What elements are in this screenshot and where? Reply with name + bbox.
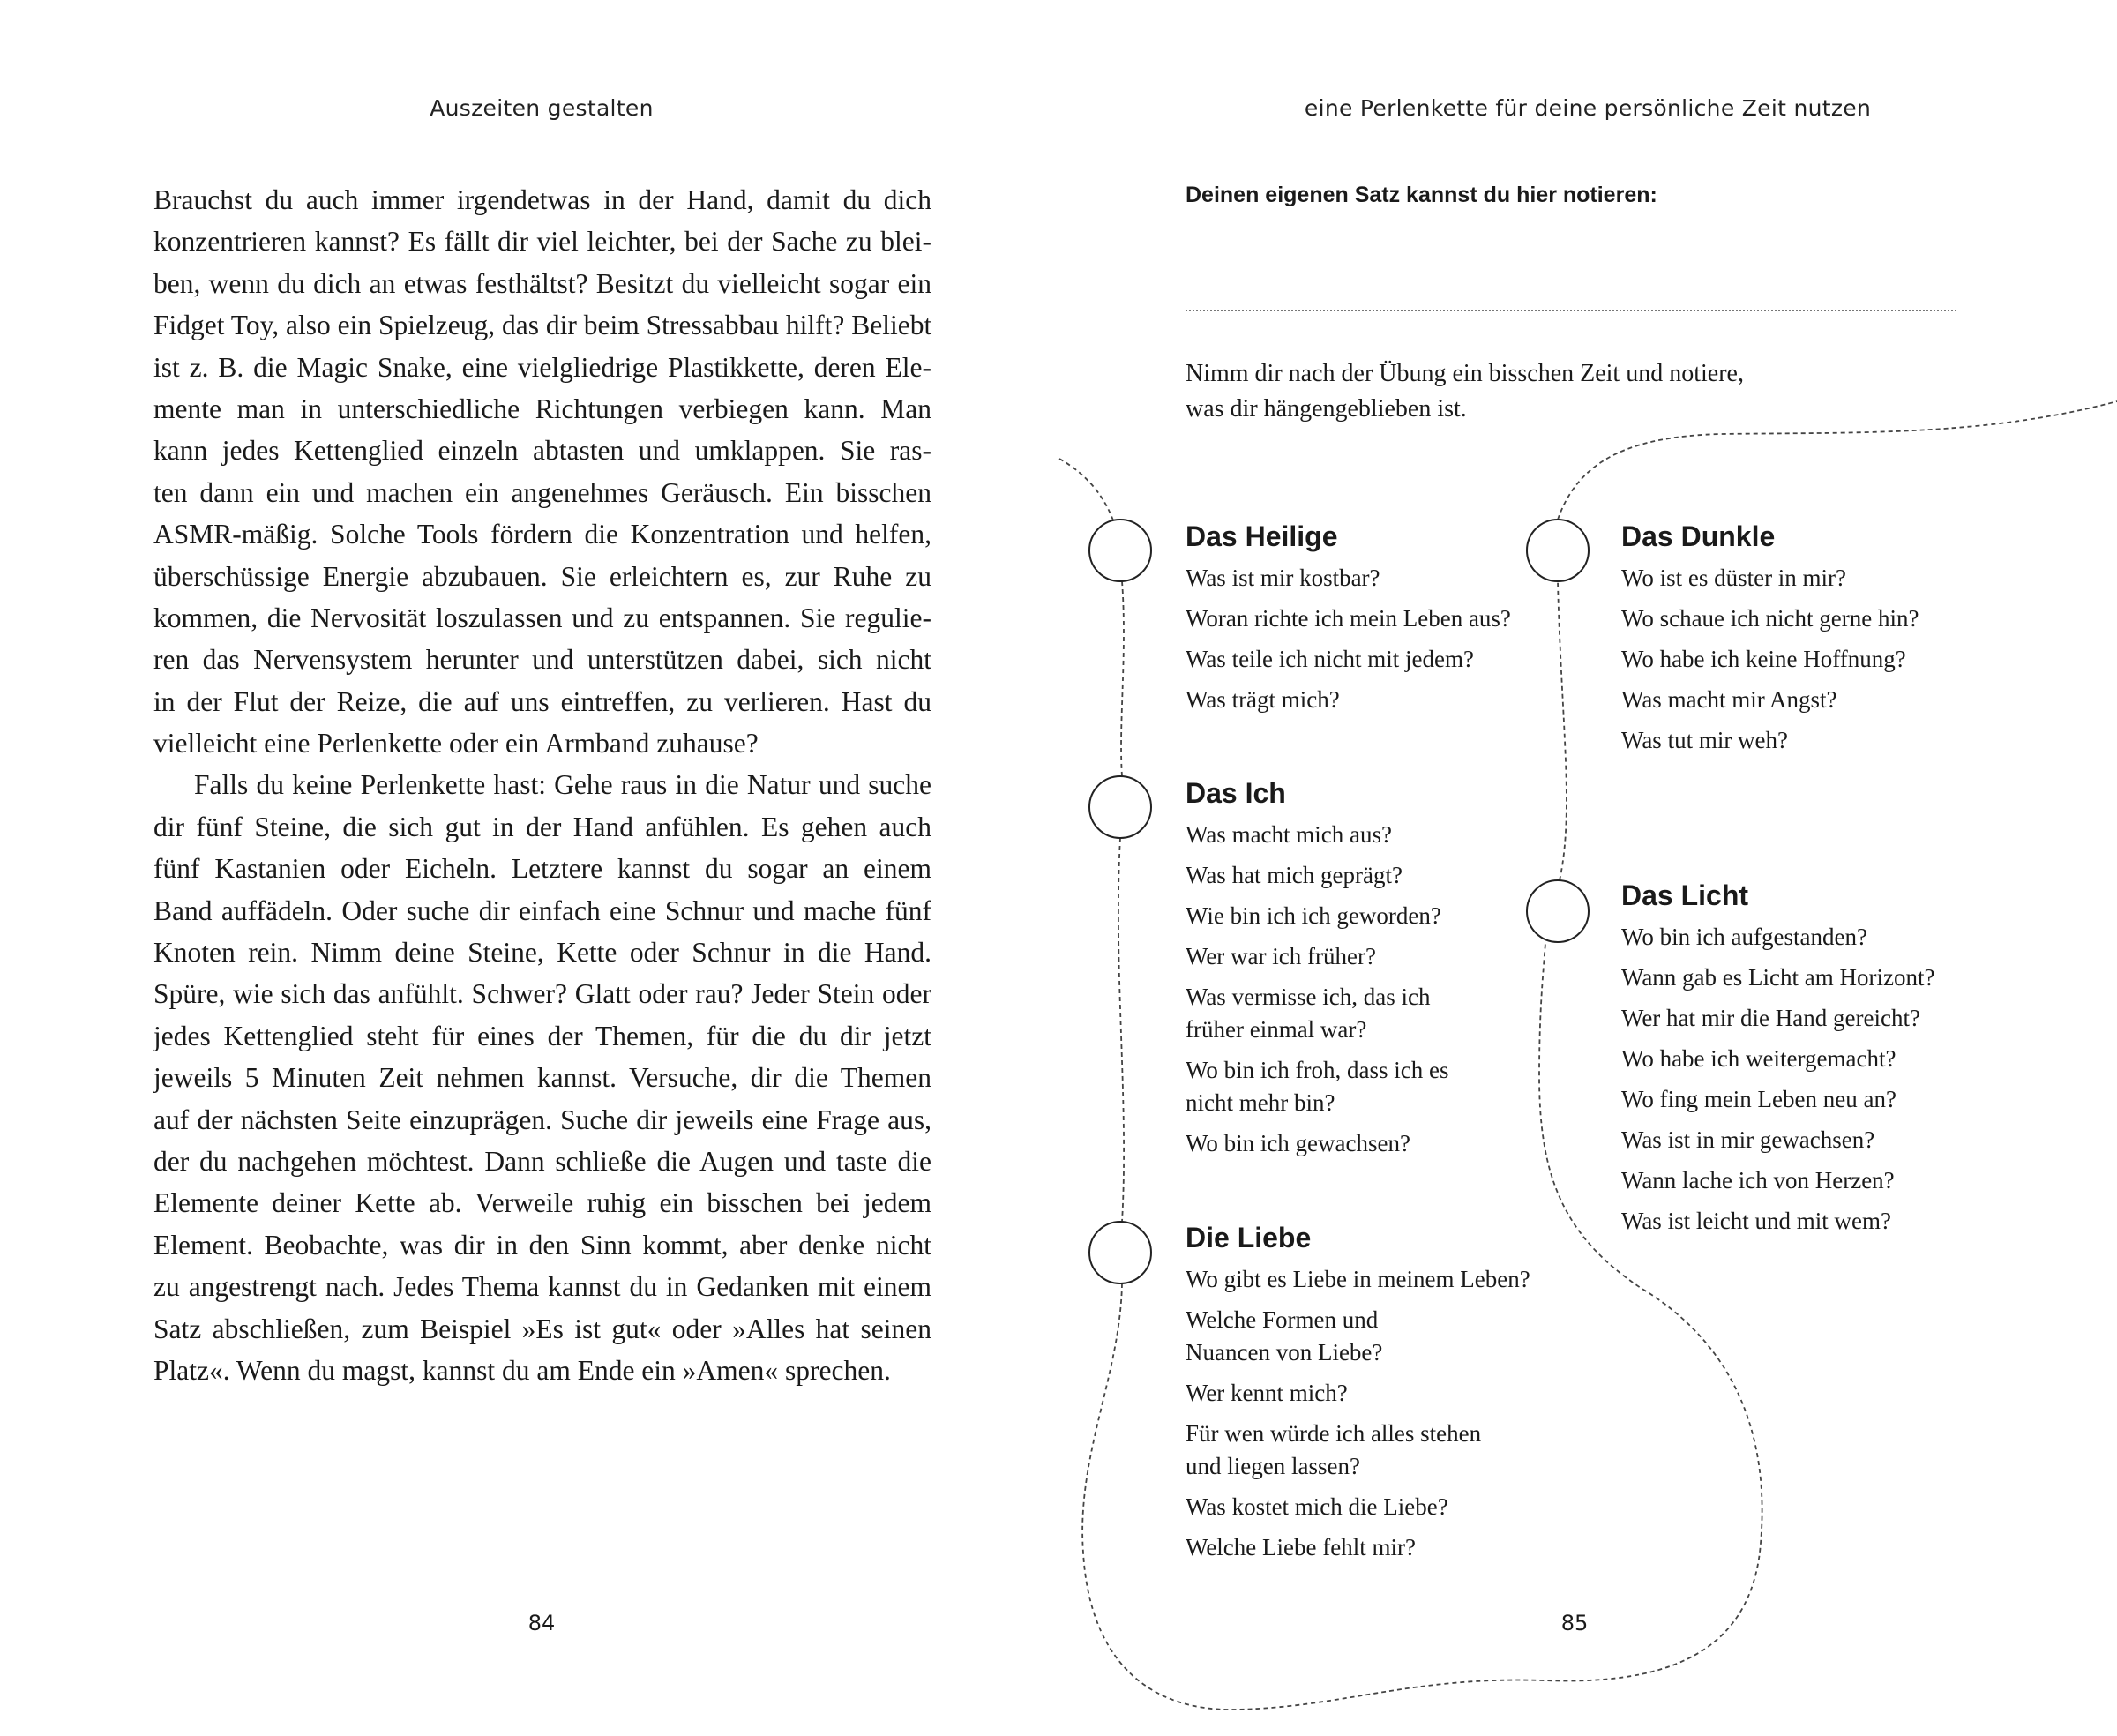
theme-title: Das Licht [1621, 879, 1749, 911]
theme-question: Wo bin ich gewachsen? [1186, 1130, 1410, 1156]
theme-question: Wo fing mein Leben neu an? [1621, 1086, 1896, 1112]
body-line: der du nachgehen möchtest. Dann schließe die Augen und taste die [153, 1145, 931, 1177]
chain-string [1558, 581, 1567, 880]
chain-string [1118, 838, 1124, 1222]
body-line: ASMR-mäßig. Solche Tools fördern die Konzentration und helfen, [153, 519, 931, 550]
theme-question: Für wen würde ich alles stehen und liegen lassen? [1186, 1420, 1482, 1479]
body-line: Knoten rein. Nimm deine Steine, Kette oder Schnur in die Hand. [153, 937, 931, 969]
note-prompt: Deinen eigenen Satz kannst du hier notieren: [1186, 183, 1657, 207]
theme-question: Wo habe ich keine Hoffnung? [1621, 646, 1906, 672]
reflection-line: Nimm dir nach der Übung ein bisschen Zeit und notiere, [1186, 360, 1744, 387]
body-line: kommen, die Nervosität loszulassen und zu entspannen. Sie regulie- [153, 602, 931, 633]
theme-question: Was macht mich aus? [1186, 821, 1392, 848]
note-line[interactable] [1186, 310, 1956, 311]
theme-question: Was trägt mich? [1186, 686, 1340, 713]
bead-circle [1089, 1222, 1151, 1283]
bead-circle [1089, 776, 1151, 838]
body-line: zu angestrengt nach. Jedes Thema kannst du in Gedanken mit einem [153, 1271, 931, 1303]
body-line: jeweils 5 Minuten Zeit nehmen kannst. Versuche, dir die Themen [153, 1062, 931, 1094]
reflection-instruction [1186, 356, 1744, 427]
theme-question: Was macht mir Angst? [1621, 686, 1837, 713]
body-line: auf der nächsten Seite einzuprägen. Suche dir jeweils eine Frage aus, [153, 1104, 931, 1135]
theme-section [1186, 1220, 1530, 1572]
theme-question: Wo schaue ich nicht gerne hin? [1621, 605, 1919, 632]
theme-section [1186, 519, 1511, 724]
body-line: überschüssige Energie abzubauen. Sie erleichtern es, zur Ruhe zu [153, 560, 931, 592]
body-line: vielleicht eine Perlenkette oder ein Armband zuhause? [153, 728, 759, 760]
page-number-right: 85 [1560, 1611, 1589, 1635]
body-line: Elemente deiner Kette ab. Verweile ruhig ein bisschen bei jedem [153, 1187, 931, 1219]
bead-circle [1527, 880, 1589, 942]
theme-question: Wie bin ich ich geworden? [1186, 902, 1441, 929]
body-line: Brauchst du auch immer irgendetwas in der Hand, damit du dich [153, 184, 931, 215]
body-line: kann jedes Kettenglied einzeln abtasten und umklappen. Sie ras- [153, 435, 931, 467]
theme-question: Wann gab es Licht am Horizont? [1621, 964, 1935, 991]
theme-section [1621, 519, 1919, 765]
theme-title: Die Liebe [1186, 1222, 1312, 1253]
theme-question: Wer hat mir die Hand gereicht? [1621, 1005, 1920, 1031]
theme-question: Was tut mir weh? [1621, 727, 1789, 753]
body-line: Element. Beobachte, was dir in den Sinn kommt, aber denke nicht [153, 1229, 931, 1261]
body-line: ten dann ein und machen ein angenehmes Geräusch. Ein bisschen [153, 476, 931, 508]
body-line: mente man in unterschiedliche Richtungen verbiegen kann. Man [153, 393, 931, 424]
theme-question: Woran richte ich mein Leben aus? [1186, 605, 1511, 632]
bead-circle [1089, 520, 1151, 581]
theme-question: Wer kennt mich? [1186, 1380, 1348, 1406]
theme-question: Wann lache ich von Herzen? [1621, 1167, 1895, 1194]
body-line: Band auffädeln. Oder suche dir einfach eine Schnur und mache fünf [153, 894, 931, 926]
page-number-left: 84 [527, 1611, 556, 1635]
theme-question: Welche Formen und Nuancen von Liebe? [1186, 1306, 1383, 1366]
theme-title: Das Ich [1186, 777, 1286, 809]
theme-title: Das Heilige [1186, 520, 1338, 552]
running-head-left: Auszeiten gestalten [430, 95, 654, 121]
theme-question: Was ist leicht und mit wem? [1621, 1208, 1892, 1234]
theme-question: Was teile ich nicht mit jedem? [1186, 646, 1474, 672]
theme-question: Wo habe ich weitergemacht? [1621, 1045, 1896, 1072]
body-line: in der Flut der Reize, die auf uns eintreffen, zu verlieren. Hast du [153, 685, 931, 717]
body-line: Falls du keine Perlenkette hast: Gehe raus in die Natur und suche [194, 769, 931, 801]
theme-question: Was kostet mich die Liebe? [1186, 1493, 1448, 1520]
body-line: ben, wenn du dich an etwas festhältst? Besitzt du vielleicht sogar ein [153, 267, 931, 299]
body-line: fünf Kastanien oder Eicheln. Letztere kannst du sogar an einem [153, 853, 931, 885]
body-line: Satz abschließen, zum Beispiel »Es ist gut« oder »Alles hat seinen [153, 1313, 931, 1344]
theme-title: Das Dunkle [1621, 520, 1776, 552]
theme-question: Wo bin ich aufgestanden? [1621, 924, 1867, 950]
chain-string [1059, 459, 1113, 520]
theme-section [1186, 775, 1449, 1168]
theme-question: Welche Liebe fehlt mir? [1186, 1534, 1416, 1560]
theme-section [1621, 878, 1934, 1246]
theme-question: Was hat mich geprägt? [1186, 862, 1403, 888]
theme-question: Wo bin ich froh, dass ich es nicht mehr bin? [1186, 1057, 1449, 1116]
theme-question: Was ist mir kostbar? [1186, 565, 1380, 591]
running-head-right: eine Perlenkette für deine persönliche Zeit nutzen [1304, 95, 1872, 121]
body-line: ist z. B. die Magic Snake, eine vielgliedrige Plastikkette, deren Ele- [153, 351, 931, 383]
theme-question: Wo ist es düster in mir? [1621, 565, 1847, 591]
body-line: Platz«. Wenn du magst, kannst du am Ende ein »Amen« sprechen. [153, 1354, 891, 1386]
chain-string [1121, 581, 1124, 776]
theme-question: Wer war ich früher? [1186, 943, 1376, 969]
body-line: jedes Kettenglied steht für eines der Themen, für die du dir jetzt [153, 1020, 931, 1051]
body-line: ren das Nervensystem herunter und unterstützen dabei, sich nicht [153, 644, 931, 676]
reflection-line: was dir hängengeblieben ist. [1186, 395, 1467, 423]
body-line: Fidget Toy, also ein Spielzeug, das dir beim Stressabbau hilft? Beliebt [153, 310, 932, 341]
body-line: konzentrieren kannst? Es fällt dir viel leichter, bei der Sache zu blei- [153, 226, 931, 258]
theme-question: Wo gibt es Liebe in meinem Leben? [1186, 1266, 1530, 1292]
body-line: Spüre, wie sich das anfühlt. Schwer? Glatt oder rau? Jeder Stein oder [153, 978, 931, 1010]
theme-question: Was vermisse ich, das ich früher einmal war? [1186, 984, 1431, 1043]
bead-circle [1527, 520, 1589, 581]
body-line: dir fünf Steine, die sich gut in der Hand anfühlen. Es gehen auch [153, 811, 931, 842]
theme-question: Was ist in mir gewachsen? [1621, 1126, 1875, 1153]
